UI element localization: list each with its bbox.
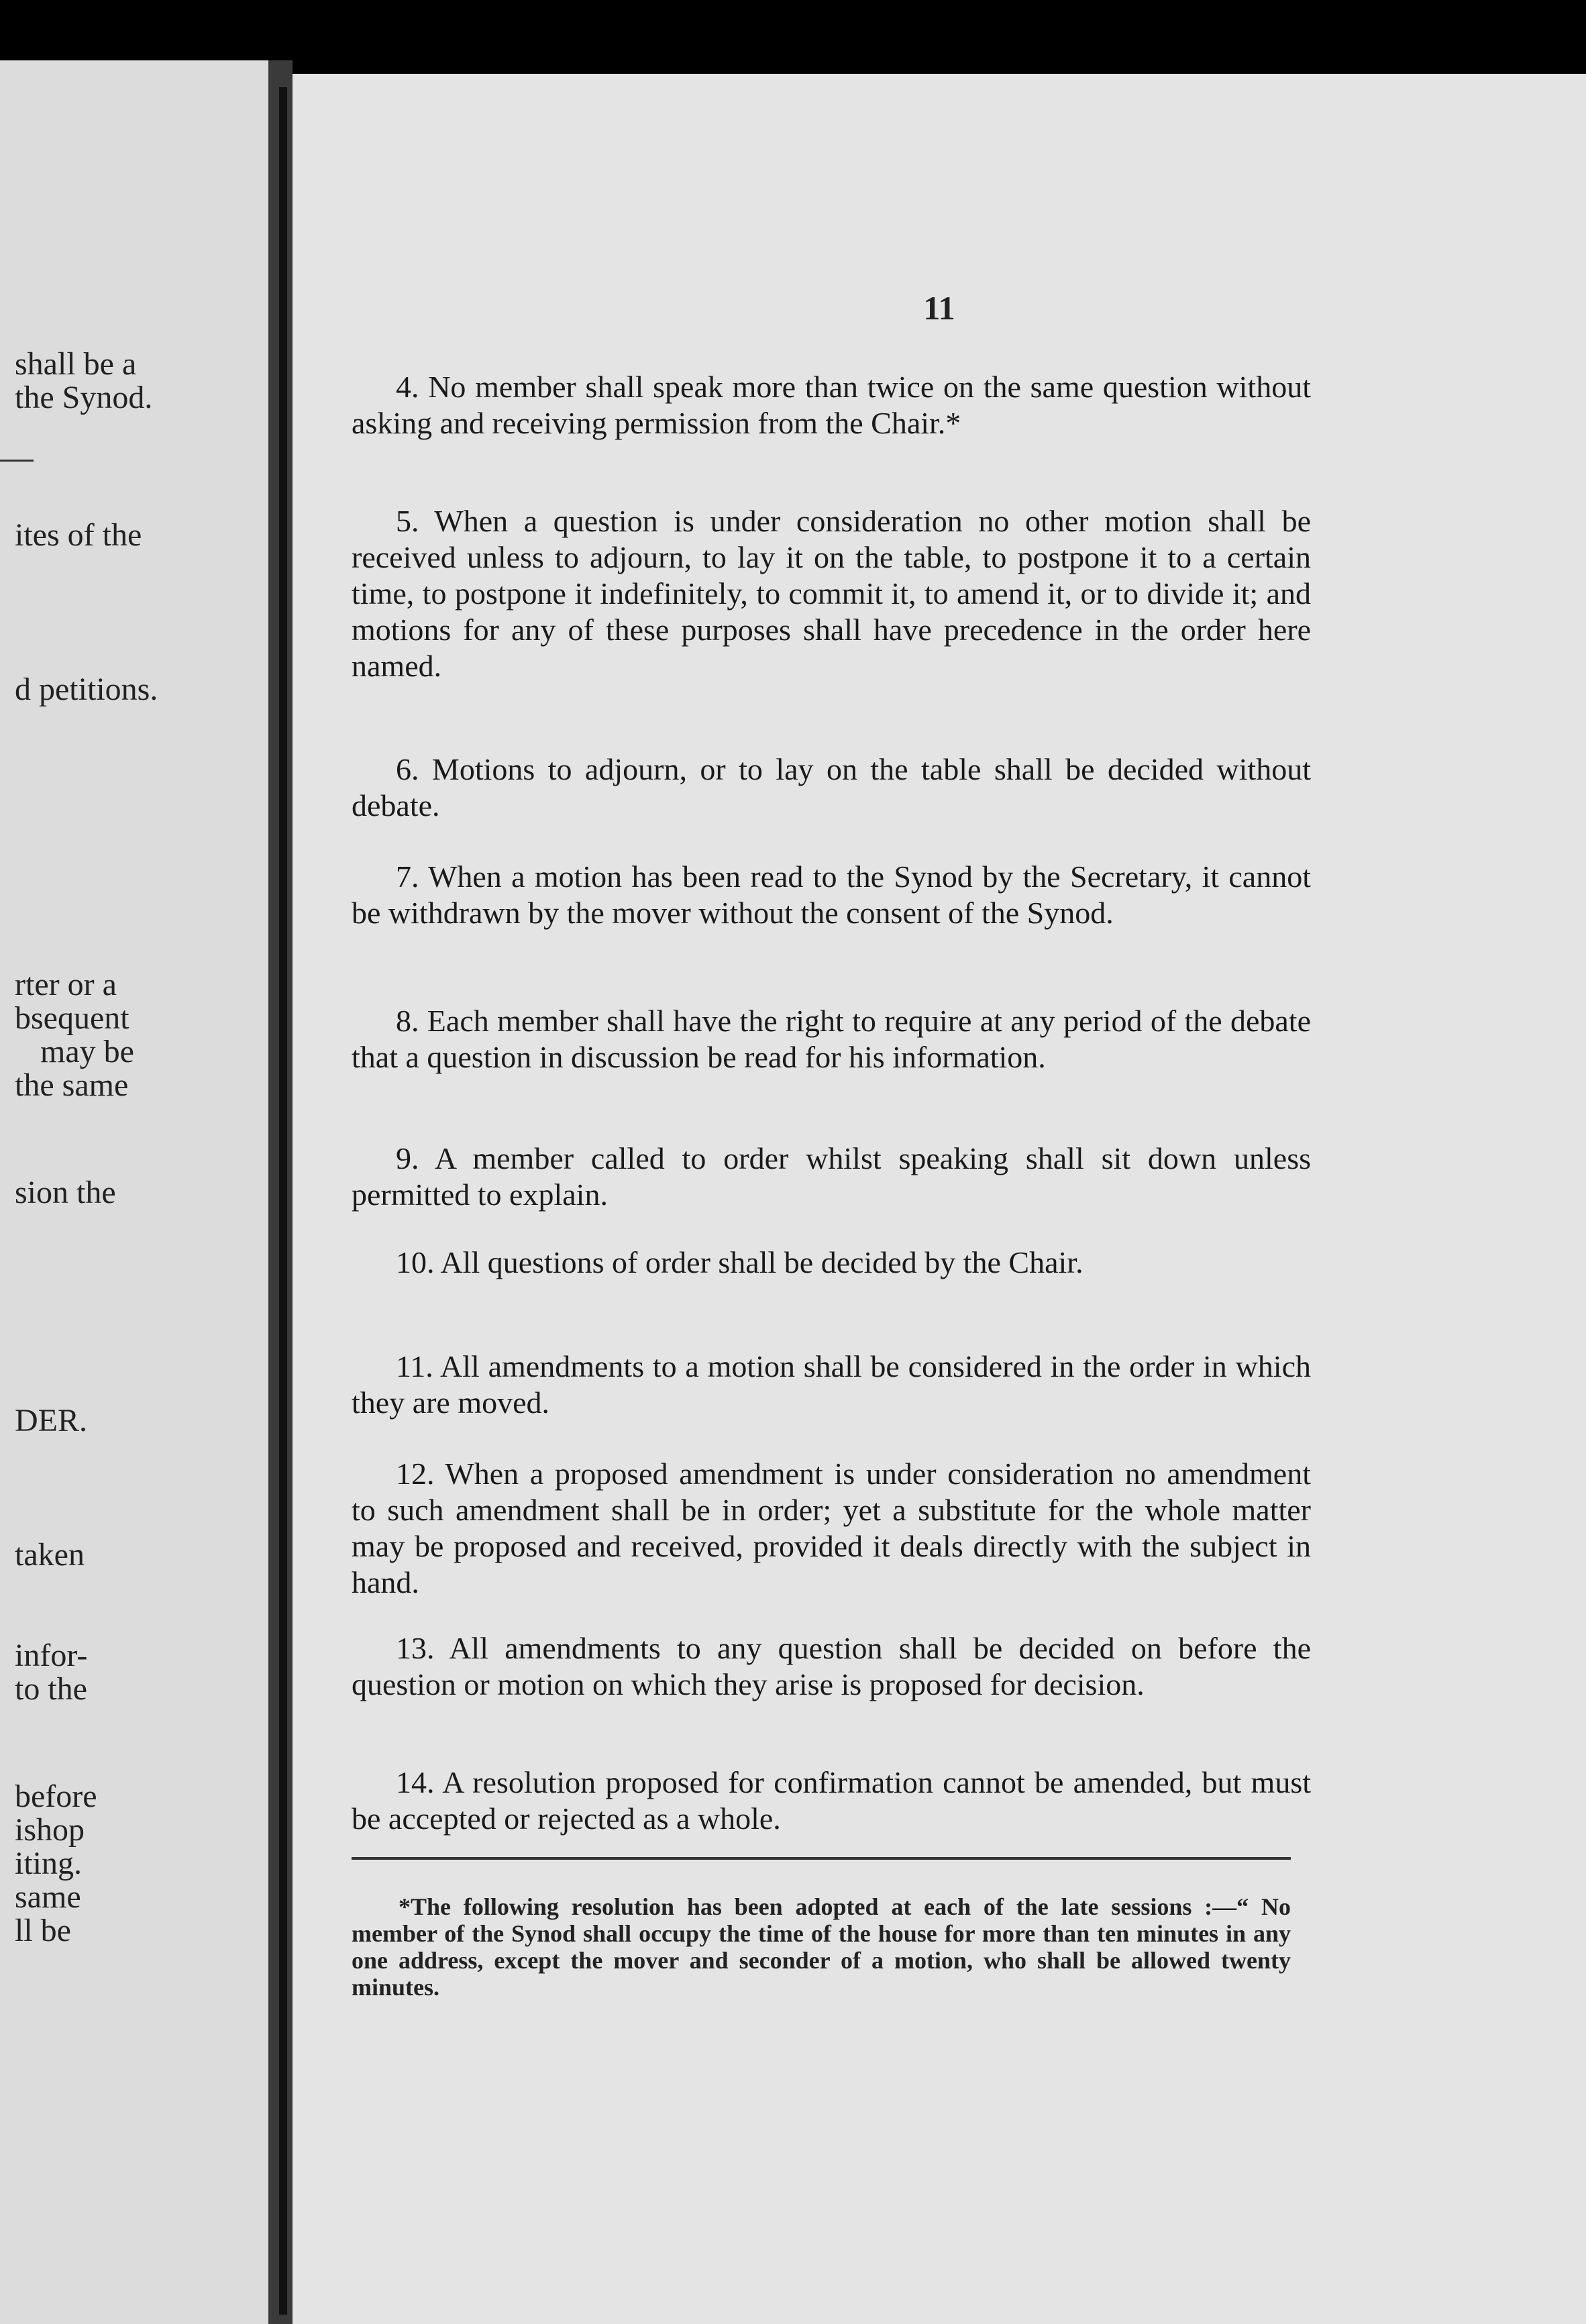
rule-6: 6. Motions to adjourn, or to lay on the table shall be decided without debate. [352, 752, 1311, 823]
right-page [293, 74, 1586, 2324]
left-page-fragment: d petitions. [15, 672, 158, 707]
page-number: 11 [923, 289, 955, 327]
footnote-divider [352, 1857, 1291, 1860]
rule-5: 5. When a question is under consideration no other motion shall be received unless to adjourn, to lay it on the table, to postpone it to a certain time, to postpone it indefinitely, to commit it, to amend it, or to divide it; and motions for any of these purposes shall have precedence in the order here named. [352, 504, 1311, 683]
left-page-fragment: ishop [15, 1812, 85, 1848]
left-page-fragment: taken [15, 1537, 85, 1573]
left-page [0, 60, 268, 2324]
rule-7: 7. When a motion has been read to the Synod by the Secretary, it cannot be withdrawn by the mover without the consent of the Synod. [352, 859, 1311, 930]
left-page-fragment: ites of the [15, 517, 142, 553]
rule-14: 14. A resolution proposed for confirmation cannot be amended, but must be accepted or rejected as a whole. [352, 1765, 1311, 1836]
rule-4: 4. No member shall speak more than twice on the same question without asking and receiving permission from the Chair.* [352, 370, 1311, 440]
left-page-fragment: same [15, 1879, 81, 1915]
footnote: *The following resolution has been adopted at each of the late sessions :—“ No member of the Synod shall occupy the time of the house for more than ten minutes in any one address, except the mover and seconder of a motion, who shall be allowed twenty minutes. [352, 1893, 1291, 2001]
left-page-fragment: bsequent [15, 1000, 129, 1036]
rule-8: 8. Each member shall have the right to require at any period of the debate that a question in discussion be read for his information. [352, 1004, 1311, 1074]
left-page-fragment: the same [15, 1067, 129, 1103]
left-page-fragment: rter or a [15, 967, 117, 1002]
left-page-fragment: infor- [15, 1638, 88, 1673]
left-page-fragment: before [15, 1779, 97, 1814]
left-page-fragment: may be [40, 1034, 134, 1069]
left-page-fragment: iting. [15, 1846, 83, 1881]
left-page-fragment: the Synod. [15, 380, 153, 415]
rule-11: 11. All amendments to a motion shall be considered in the order in which they are moved. [352, 1349, 1311, 1420]
spine-gutter-line [279, 87, 287, 2315]
left-page-rule [0, 460, 34, 462]
left-page-fragment: sion the [15, 1175, 116, 1210]
rule-9: 9. A member called to order whilst speaking shall sit down unless permitted to explain. [352, 1141, 1311, 1212]
left-page-fragment: to the [15, 1671, 87, 1707]
rule-12: 12. When a proposed amendment is under consideration no amendment to such amendment shall be in order; yet a substitute for the whole matter may be proposed and received, provided it deals directly with the subject in hand. [352, 1457, 1311, 1599]
left-page-fragment: shall be a [15, 346, 137, 382]
left-page-fragment: DER. [15, 1403, 87, 1438]
left-page-fragment: ll be [15, 1913, 71, 1948]
rule-13: 13. All amendments to any question shall be decided on before the question or motion on which they arise is proposed for decision. [352, 1631, 1311, 1701]
rule-10: 10. All questions of order shall be decided by the Chair. [396, 1245, 1083, 1279]
